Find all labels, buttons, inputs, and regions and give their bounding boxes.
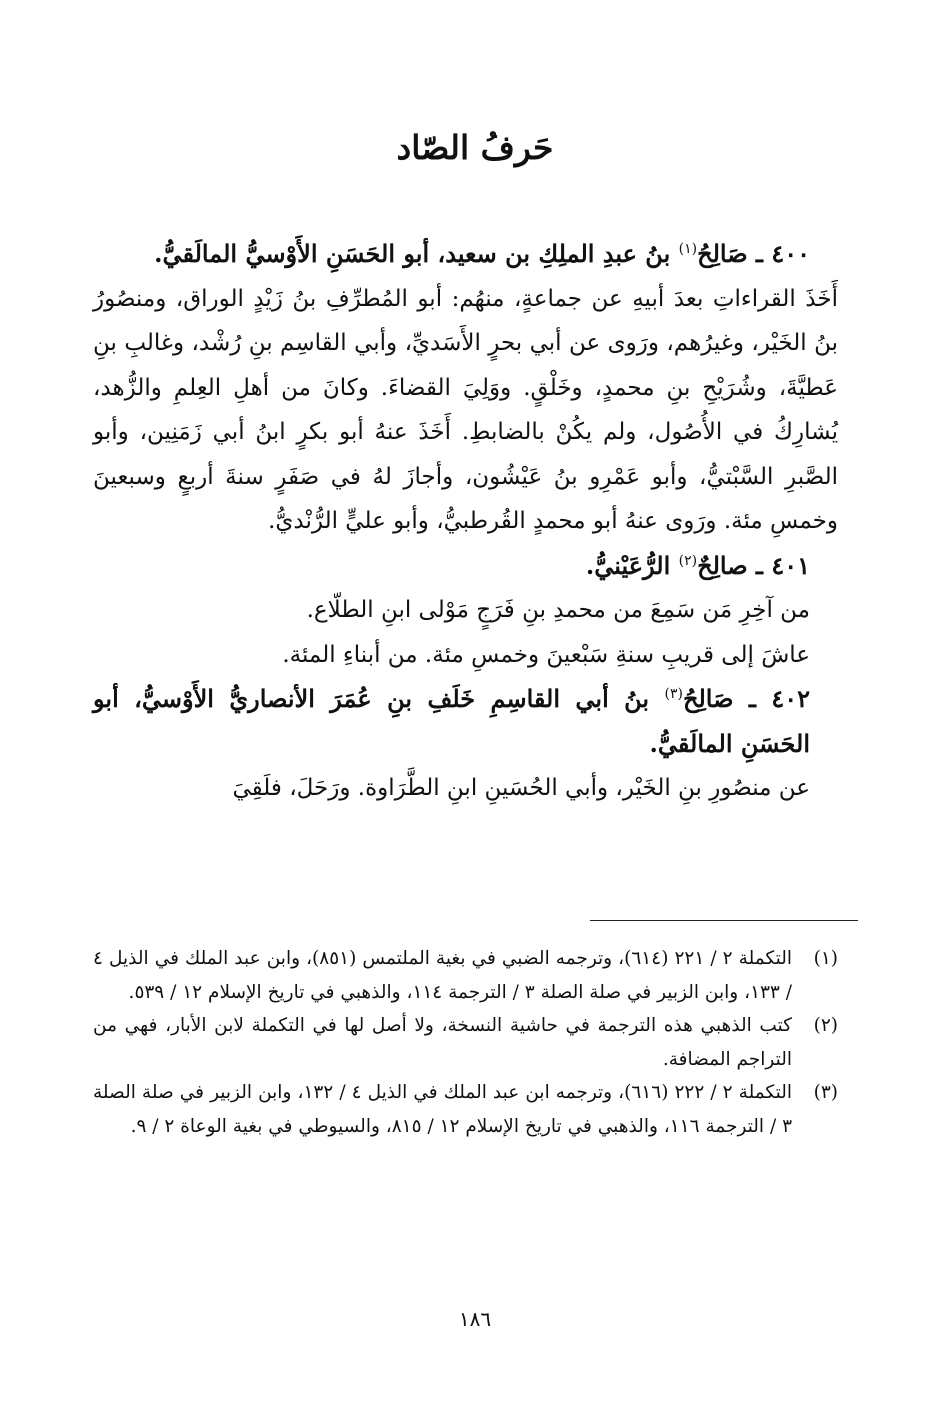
main-text bbox=[93, 232, 838, 811]
footnotes bbox=[93, 942, 838, 1143]
entry-paragraph: أَخَذَ القراءاتِ بعدَ أبيهِ عن جماعةٍ، منهُم: أبو المُطرِّفِ بنُ زَيْدٍ الوراق، ومنصُورُ بنُ الخَيْر، وغيرُهم، ورَوى عن أبي بحرٍ الأَسَديِّ، وأبي القاسِم بنِ رُشْد، وغالبِ بنِ عَطيَّةَ، وشُرَيْحِ بنِ محمدٍ، وخَلْقٍ. ووَلِيَ القضاءَ. وكانَ من أهلِ العِلمِ والزُّهد، يُشارِكُ في الأُصُول، ولم يكُنْ بالضابطِ. أَخَذَ عنهُ أبو بكرٍ ابنُ أبي زَمَنِين، وأبو الصَّبرِ السَّبْتيُّ، وأبو عَمْرِو بنُ عَيْشُون، وأجازَ لهُ في صَفَرٍ سنةَ أربعٍ وسبعينَ وخمسِ مئة. ورَوى عنهُ أبو محمدٍ القُرطبيُّ، وأبو عليٍّ الرُّنْديُّ. bbox=[93, 285, 838, 534]
footnote-number: (٢) bbox=[813, 1015, 838, 1036]
footnote-item bbox=[93, 942, 838, 1009]
entry-name-rest: بنُ أبي القاسِمِ خَلَفِ بنِ عُمَرَ الأنصاريُّ الأَوْسيُّ، أبو الحَسَنِ المالَقيُّ. bbox=[93, 684, 810, 758]
footnote-number: (٣) bbox=[813, 1082, 838, 1103]
footnote-ref[interactable]: (٢) bbox=[678, 552, 698, 569]
chapter-title: حَرفُ الصّاد bbox=[396, 128, 554, 167]
entry-name-rest: الرُّعَيْنيُّ. bbox=[585, 550, 679, 580]
footnote-ref[interactable]: (٣) bbox=[664, 686, 683, 702]
footnote-ref[interactable]: (١) bbox=[678, 241, 698, 257]
footnote-divider bbox=[590, 920, 858, 921]
page-number: ١٨٦ bbox=[458, 1307, 492, 1331]
entry-paragraph: من آخِرِ مَن سَمِعَ من محمدِ بنِ فَرَجٍ مَوْلى ابنِ الطلّاع. bbox=[306, 597, 810, 623]
entry-number: ٤٠٢ bbox=[771, 684, 810, 713]
entry-name: صَالِحُ bbox=[697, 239, 748, 268]
entry-number: ٤٠٠ bbox=[771, 239, 810, 268]
entry-paragraph: عاشَ إلى قريبِ سنةِ سَبْعينَ وخمسِ مئة. من أبناءِ المئة. bbox=[282, 641, 810, 668]
entry-name: صالِحٌ bbox=[697, 550, 748, 580]
entry-heading-400: ٤٠٠ ـ صَالِحُ$^{(١)}$ بنُ عبدِ الملِكِ بن سعيد، أبو الحَسَنِ الأَوْسيُّ المالَقيُّ. bbox=[154, 239, 810, 268]
entry-heading-402: ٤٠٢ ـ صَالِحُ$^{(٣)}$ بنُ أبي القاسِمِ خَلَفِ بنِ عُمَرَ الأنصاريُّ الأَوْسيُّ، أبو الحَسَنِ المالَقيُّ. bbox=[93, 684, 810, 758]
entry-heading-401: ٤٠١ ـ صالِحٌ$^{(٢)}$ الرُّعَيْنيُّ. bbox=[585, 550, 810, 580]
footnote-text: كتب الذهبي هذه الترجمة في حاشية النسخة، ولا أصل لها في التكملة لابن الأبار، فهي من التراجم المضافة. bbox=[93, 1015, 792, 1070]
footnote-number: (١) bbox=[813, 948, 838, 969]
entry-number: ٤٠١ bbox=[771, 550, 810, 580]
entry-paragraph: عن منصُورِ بنِ الخَيْر، وأبي الحُسَينِ ابنِ الطَّرَاوة. ورَحَلَ، فلَقِيَ bbox=[232, 775, 810, 801]
entry-name: صَالِحُ bbox=[682, 684, 734, 713]
footnote-text: التكملة ٢ / ٢٢١ (٦١٤)، وترجمه الضبي في بغية الملتمس (٨٥١)، وابن عبد الملك في الذيل ٤ / ١٣٣، وابن الزبير في صلة الصلة ٣ / الترجمة ١١٤، والذهبي في تاريخ الإسلام ١٢ / ٥٣٩. bbox=[93, 948, 792, 1003]
footnote-item bbox=[93, 1009, 838, 1076]
footnote-item bbox=[93, 1076, 838, 1143]
entry-name-rest: بنُ عبدِ الملِكِ بن سعيد، أبو الحَسَنِ الأَوْسيُّ المالَقيُّ. bbox=[154, 239, 679, 268]
footnote-text: التكملة ٢ / ٢٢٢ (٦١٦)، وترجمه ابن عبد الملك في الذيل ٤ / ١٣٢، وابن الزبير في صلة الصلة ٣ / الترجمة ١١٦، والذهبي في تاريخ الإسلام ١٢ / ٨١٥، والسيوطي في بغية الوعاة ٢ / ٩. bbox=[93, 1082, 792, 1137]
